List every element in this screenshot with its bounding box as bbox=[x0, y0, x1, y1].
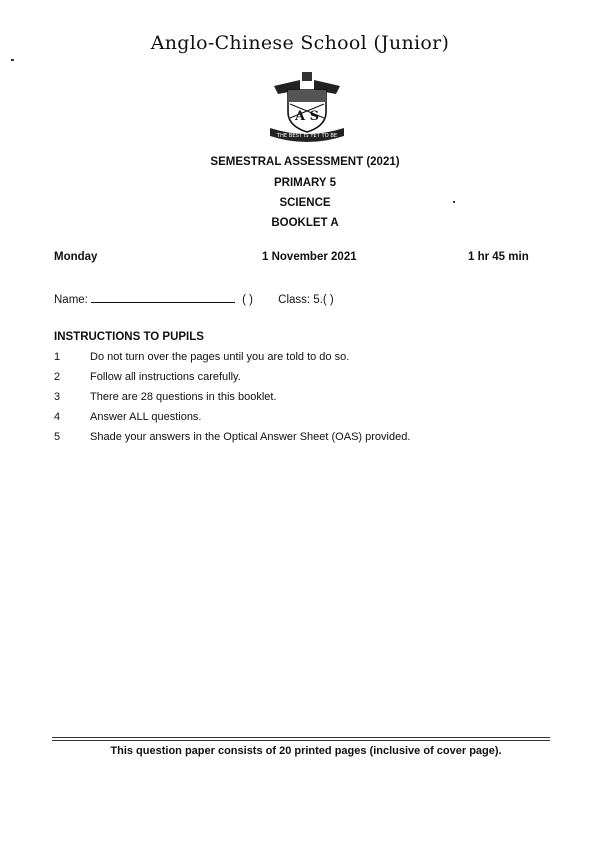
school-name: Anglo-Chinese School (Junior) bbox=[150, 32, 450, 54]
instruction-item bbox=[54, 351, 349, 363]
instruction-item bbox=[54, 411, 202, 423]
student-details-row bbox=[54, 291, 334, 306]
page-count-note: This question paper consists of 20 printed pages (inclusive of cover page). bbox=[110, 745, 502, 757]
name-label: Name: bbox=[54, 294, 88, 306]
exam-duration: 1 hr 45 min bbox=[468, 251, 529, 263]
name-blank bbox=[91, 291, 235, 303]
instruction-text: Answer ALL questions. bbox=[90, 411, 202, 423]
exam-day: Monday bbox=[54, 251, 98, 263]
instruction-number: 3 bbox=[54, 391, 61, 403]
exam-date: 1 November 2021 bbox=[262, 251, 357, 263]
instructions-heading: INSTRUCTIONS TO PUPILS bbox=[54, 331, 204, 343]
instruction-number: 5 bbox=[54, 431, 61, 443]
instruction-item bbox=[54, 431, 410, 443]
instruction-text: Follow all instructions carefully. bbox=[90, 371, 241, 383]
scan-speck bbox=[11, 59, 14, 61]
instruction-text: Shade your answers in the Optical Answer Sheet (OAS) provided. bbox=[90, 431, 411, 443]
crest-motto: THE BEST IS YET TO BE bbox=[276, 133, 338, 139]
index-brackets: ( ) bbox=[242, 294, 253, 306]
footer-divider bbox=[52, 737, 550, 738]
instruction-item bbox=[54, 371, 241, 383]
school-crest-logo bbox=[266, 68, 348, 142]
subject-title: SCIENCE bbox=[279, 197, 331, 209]
instruction-number: 4 bbox=[54, 411, 61, 423]
class-label: Class: 5.( ) bbox=[278, 294, 334, 306]
booklet-title: BOOKLET A bbox=[271, 217, 339, 229]
instruction-text: There are 28 questions in this booklet. bbox=[90, 391, 277, 403]
instruction-number: 2 bbox=[54, 371, 61, 383]
footer-divider bbox=[52, 740, 550, 741]
crest-letters: A S bbox=[294, 109, 320, 124]
instruction-number: 1 bbox=[54, 351, 61, 363]
instruction-text: Do not turn over the pages until you are told to do so. bbox=[90, 351, 350, 363]
assessment-title: SEMESTRAL ASSESSMENT (2021) bbox=[210, 156, 400, 168]
level-title: PRIMARY 5 bbox=[274, 177, 336, 189]
instruction-item bbox=[54, 391, 277, 403]
